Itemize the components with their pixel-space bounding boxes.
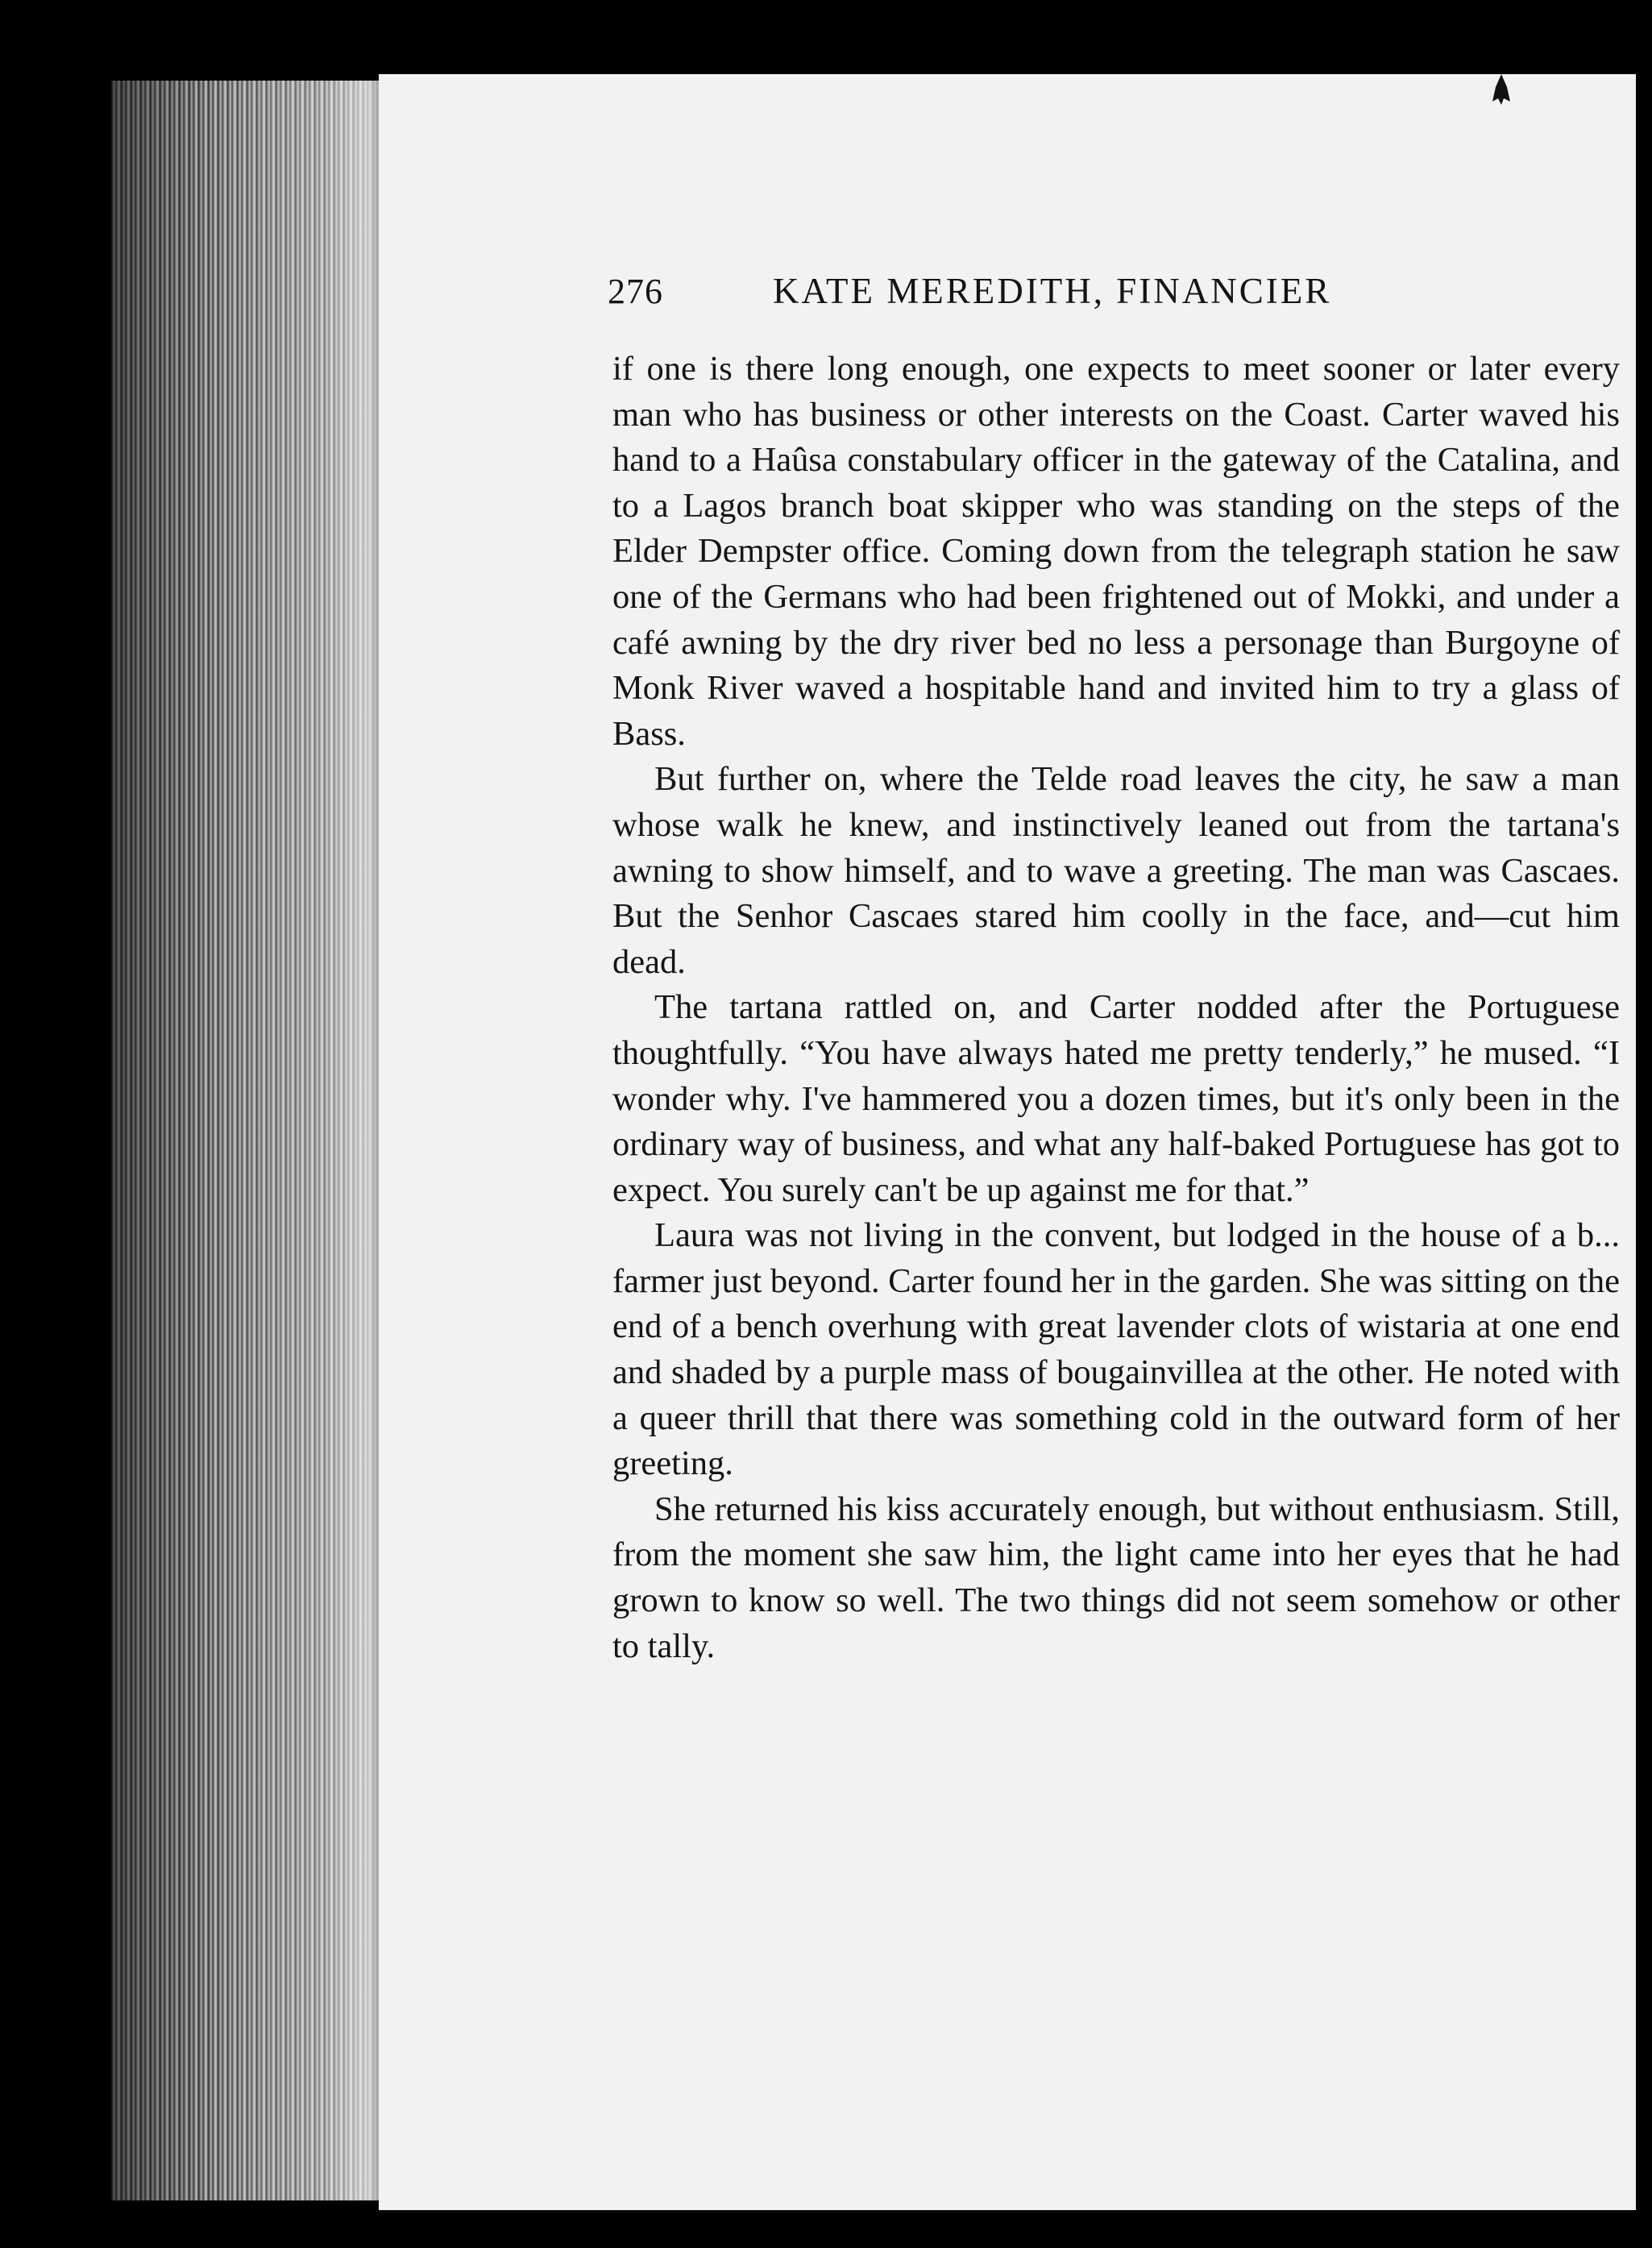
body-text [612,347,1620,1669]
paragraph: Laura was not living in the convent, but lodged in the house of a b... farmer just beyond. Carter found her in the garden. She was sitting on the end of a bench overhung with great lavender clots of wistaria at one end and shaded by a purple mass of bougainvillea at the other. He noted with a queer thrill that there was something cold in the outward form of her greeting. [612,1216,1620,1483]
paragraph: But further on, where the Telde road leaves the city, he saw a man whose walk he knew, and instinctively leaned out from the tartana's awning to show himself, and to wave a greeting. The man was Cascaes. But the Senhor Cascaes stared him coolly in the face, and—cut him dead. [612,760,1620,981]
paragraph: The tartana rattled on, and Carter nodded after the Portuguese thoughtfully. “You have always hated me pretty tenderly,” he mused. “I wonder why. I've hammered you a dozen times, but it's only been in the ordinary way of business, and what any half-baked Portuguese has got to expect. You surely can't be up against me for that.” [612,988,1620,1209]
running-head [608,270,1446,312]
ink-blot-icon [1489,71,1513,108]
page-number: 276 [608,272,663,311]
page-edges [111,81,393,2200]
paragraph: She returned his kiss accurately enough, but without enthusiasm. Still, from the moment she saw him, the light came into her eyes that he had grown to know so well. The two things did not seem somehow or other to tally. [612,1490,1620,1665]
running-title: KATE MEREDITH, FINANCIER [773,271,1332,311]
paragraph: if one is there long enough, one expects to meet sooner or later every man who has business or other interests on the Coast. Carter waved his hand to a Haûsa constabulary officer in the gateway of the Catalina, and to a Lagos branch boat skipper who was standing on the steps of the Elder Dempster office. Coming down from the telegraph station he saw one of the Germans who had been frightened out of Mokki, and under a café awning by the dry river bed no less a personage than Burgoyne of Monk River waved a hospitable hand and invited him to try a glass of Bass. [612,350,1620,753]
